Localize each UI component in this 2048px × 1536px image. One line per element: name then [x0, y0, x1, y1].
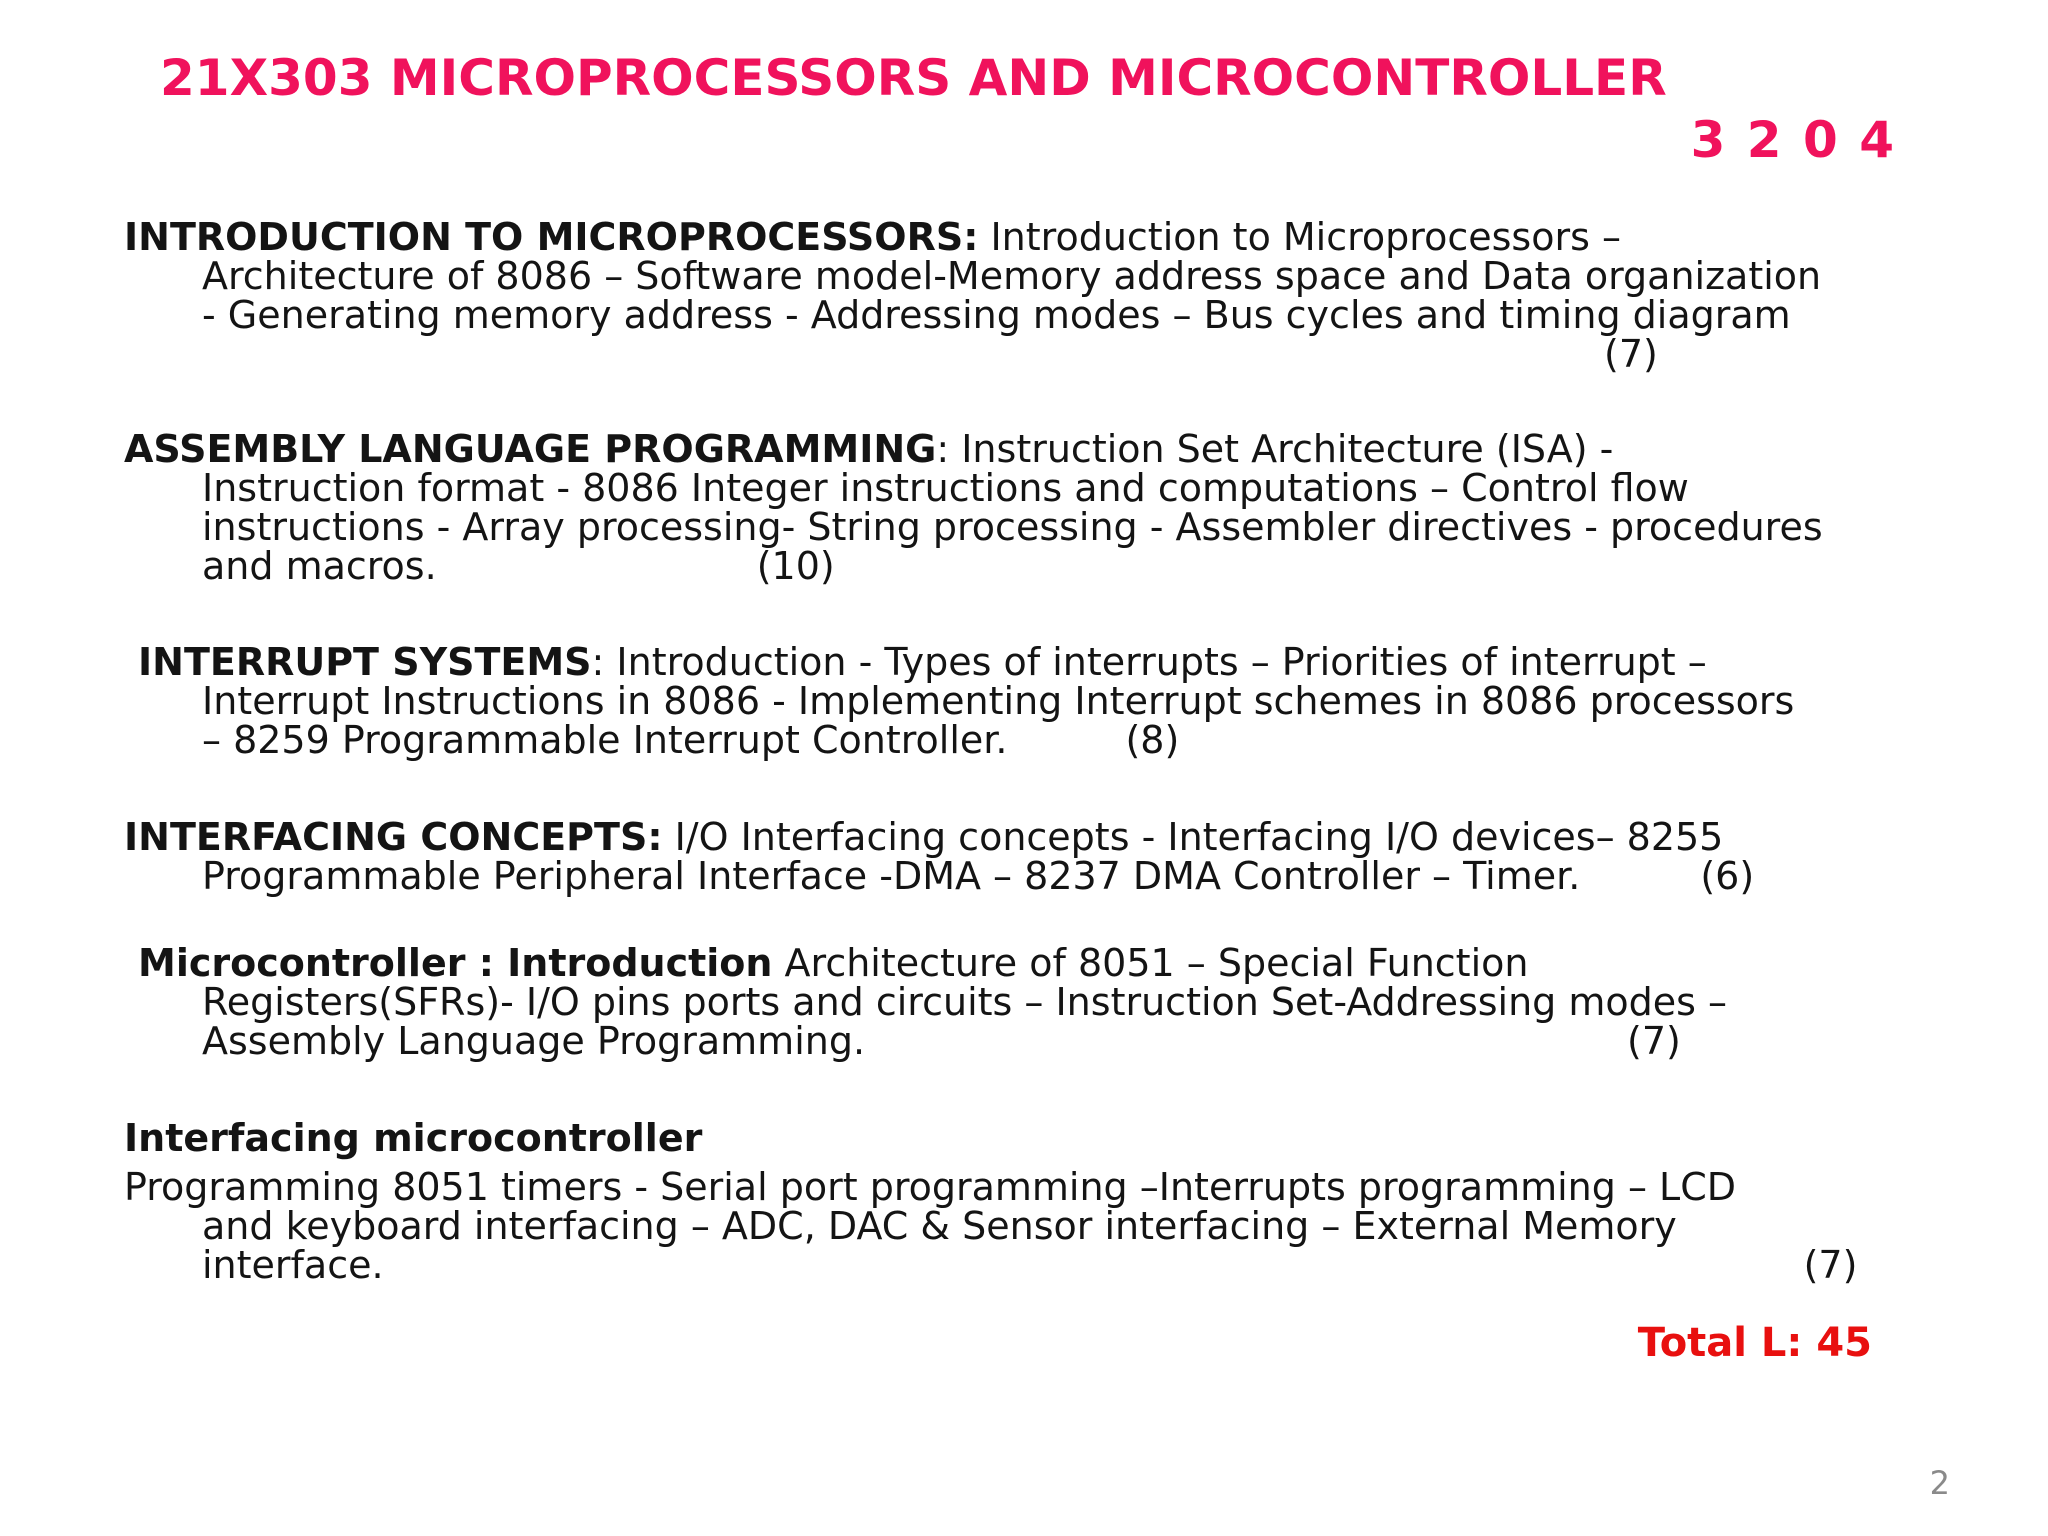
- section-heading: INTERRUPT SYSTEMS: [138, 640, 592, 684]
- section-text: I/O Interfacing concepts - Interfacing I/O devices– 8255: [662, 815, 1724, 859]
- section-text: Programmable Peripheral Interface -DMA – 8237 DMA Controller – Timer.: [202, 854, 1581, 898]
- section-hours: (8): [1125, 718, 1180, 762]
- section-heading: Microcontroller : Introduction: [138, 941, 773, 985]
- section-text: and macros.: [202, 544, 437, 588]
- section-text: Architecture of 8051 – Special Function: [772, 941, 1529, 985]
- section-text: - Generating memory address - Addressing modes – Bus cycles and timing diagram: [202, 293, 1791, 337]
- section-hours: (6): [1700, 854, 1755, 898]
- section-hours-wrap: [124, 332, 1964, 376]
- section-text: – 8259 Programmable Interrupt Controller.: [202, 718, 1008, 762]
- total-lecture-hours: Total L: 45: [1637, 1320, 1872, 1366]
- section-heading: INTERFACING CONCEPTS:: [124, 815, 663, 859]
- section-assembly-language-programming: [124, 427, 1964, 588]
- section-interfacing-concepts: [124, 815, 1964, 898]
- section-text: instructions - Array processing- String processing - Assembler directives - procedures: [202, 505, 1823, 549]
- section-hours: (7): [1627, 1019, 1681, 1063]
- course-credits: 3 2 0 4: [1690, 111, 1896, 169]
- section-text: Introduction to Microprocessors –: [978, 215, 1621, 259]
- section-microcontroller-introduction: [138, 941, 1978, 1063]
- section-heading: ASSEMBLY LANGUAGE PROGRAMMING: [124, 427, 937, 471]
- section-heading: Interfacing microcontroller: [124, 1116, 703, 1160]
- section-text: Architecture of 8086 – Software model-Memory address space and Data organization: [202, 254, 1822, 298]
- section-text: Registers(SFRs)- I/O pins ports and circuits – Instruction Set-Addressing modes –: [202, 980, 1728, 1024]
- section-text: Assembly Language Programming.: [202, 1019, 866, 1063]
- section-interrupt-systems: [138, 640, 1978, 762]
- section-heading: INTRODUCTION TO MICROPROCESSORS:: [124, 215, 979, 259]
- slide-title: 21X303 MICROPROCESSORS AND MICROCONTROLLER: [160, 49, 1667, 107]
- section-text: : Instruction Set Architecture (ISA) -: [936, 427, 1614, 471]
- section-hours: (7): [1604, 332, 1658, 376]
- section-text: Instruction format - 8086 Integer instructions and computations – Control flow: [202, 466, 1689, 510]
- section-text: Programming 8051 timers - Serial port programming –Interrupts programming – LCD: [124, 1165, 1736, 1209]
- section-text: and keyboard interfacing – ADC, DAC & Sensor interfacing – External Memory: [202, 1204, 1677, 1248]
- section-interfacing-microcontroller: [124, 1116, 1964, 1287]
- section-hours: (10): [756, 544, 835, 588]
- section-text: interface.: [202, 1243, 384, 1287]
- page-number: 2: [1929, 1464, 1950, 1502]
- section-text: : Introduction - Types of interrupts – Priorities of interrupt –: [591, 640, 1707, 684]
- section-text: Interrupt Instructions in 8086 - Implementing Interrupt schemes in 8086 processors: [202, 679, 1795, 723]
- section-hours: (7): [1803, 1243, 1858, 1287]
- section-introduction-to-microprocessors: [124, 215, 1964, 376]
